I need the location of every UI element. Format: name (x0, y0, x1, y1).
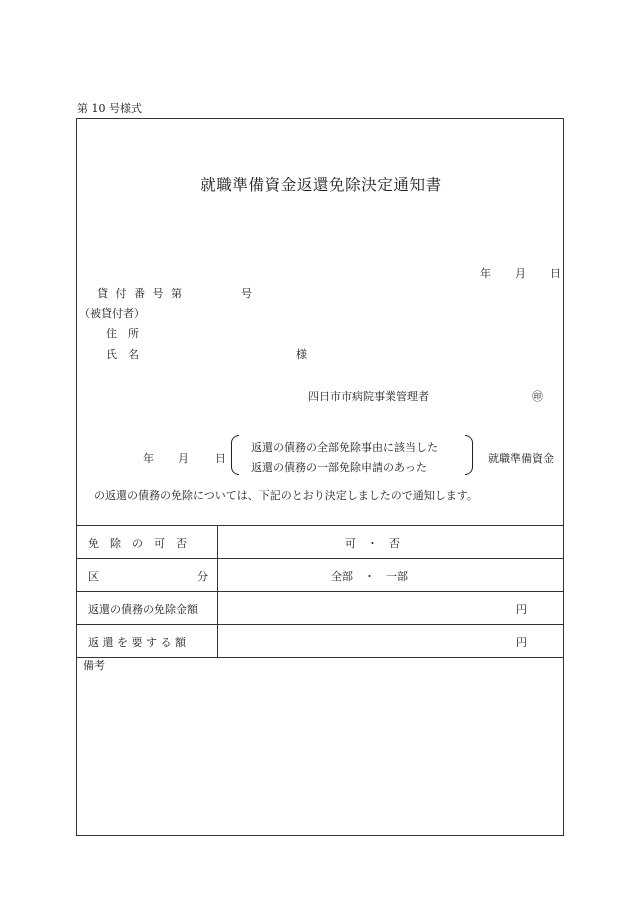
seal-mark: ㊞ (532, 390, 543, 403)
row-label-cell (77, 526, 218, 558)
category-options: 全部 ・ 一部 (331, 570, 408, 583)
issuer-name: 四日市市病院事業管理者 (308, 390, 429, 403)
date-day: 日 (550, 267, 561, 280)
document-title: 就職準備資金返還免除決定通知書 (200, 176, 442, 194)
table-row (77, 625, 563, 658)
date-month: 月 (515, 267, 526, 280)
table-row (77, 526, 563, 559)
loan-number-prefix: 第 (171, 287, 182, 300)
decision-table (77, 525, 563, 658)
row-label-required-amount: 返 還 を 要 す る 額 (88, 636, 186, 649)
row-value-cell (219, 592, 563, 624)
name-label: 氏 名 (106, 348, 139, 361)
row-label-category-right: 分 (197, 570, 208, 583)
option-partial-exemption: 返還の債務の一部免除申請のあった (251, 461, 427, 474)
row-value-cell (219, 559, 563, 591)
row-label-cell (77, 592, 218, 624)
right-bracket (465, 435, 473, 475)
loan-number-suffix: 号 (241, 287, 252, 300)
row-label-exemption-amount: 返還の債務の免除金額 (88, 603, 198, 616)
exemption-amount-unit: 円 (516, 603, 527, 616)
loan-number-label: 貸 付 番 号 (97, 287, 166, 300)
required-amount-unit: 円 (516, 636, 527, 649)
table-row (77, 559, 563, 592)
notice-body: の返還の債務の免除については、下記のとおり決定しましたので通知します。 (94, 489, 478, 502)
remarks-label: 備考 (83, 659, 105, 672)
row-label-category-left: 区 (88, 570, 99, 583)
notice-year: 年 (143, 452, 154, 465)
option-full-exemption: 返還の債務の全部免除事由に該当した (251, 441, 438, 454)
notice-day: 日 (215, 452, 226, 465)
honorific: 様 (296, 348, 307, 361)
row-label-cell (77, 625, 218, 657)
table-row (77, 592, 563, 625)
row-value-cell (219, 625, 563, 657)
form-number: 第 10 号様式 (77, 102, 142, 115)
address-label: 住 所 (106, 327, 139, 340)
row-label-approval: 免 除 の 可 否 (88, 537, 187, 550)
row-label-cell (77, 559, 218, 591)
notice-form (76, 118, 564, 836)
left-bracket (231, 435, 239, 475)
borrower-heading: （被貸付者） (79, 307, 145, 320)
notice-month: 月 (178, 452, 189, 465)
date-year: 年 (480, 267, 491, 280)
approval-options: 可 ・ 否 (345, 537, 400, 550)
row-value-cell (219, 526, 563, 558)
fund-name: 就職準備資金 (488, 452, 554, 465)
